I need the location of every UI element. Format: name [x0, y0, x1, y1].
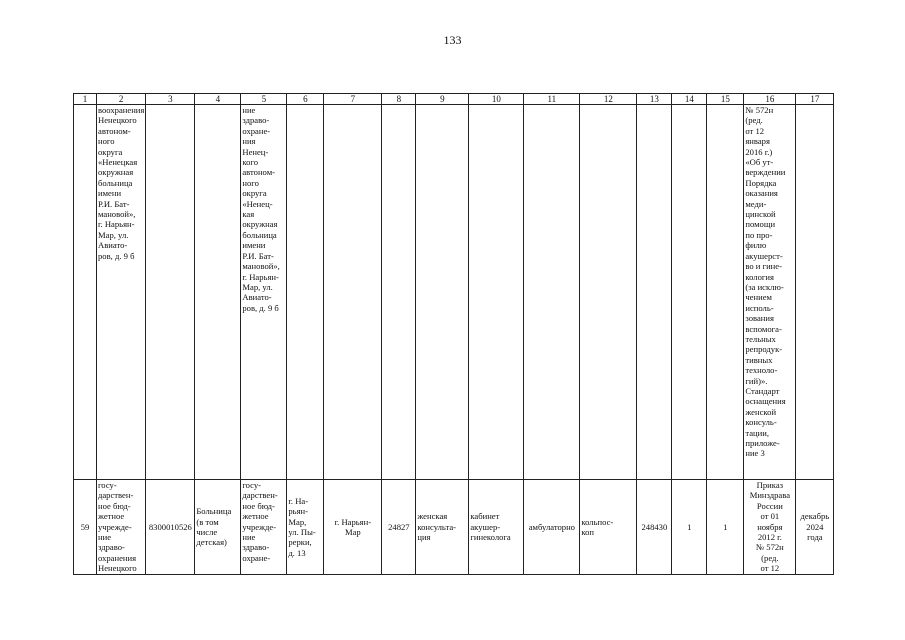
header-cell: 1 — [74, 94, 97, 105]
cell-organization: воохранения Ненецкого автоном- ного округа «Ненецкая окружная больница имени Р.И. Бат- мановой», г. Нарьян- Мар, ул. Авиато- ров, д. 9 б — [97, 105, 146, 480]
cell-room: кабинет акушер- гинеколога — [469, 480, 524, 575]
cell-locality: г. Нарьян- Мар — [324, 480, 382, 575]
cell-equipment-code — [637, 105, 672, 480]
cell-quantity-required — [672, 105, 707, 480]
cell-row-number — [74, 105, 97, 480]
header-cell: 2 — [97, 94, 146, 105]
header-cell: 8 — [382, 94, 416, 105]
cell-quantity-planned: 1 — [707, 480, 744, 575]
cell-address: г. На- рьян- Мар, ул. Пы- рерки, д. 13 — [287, 480, 324, 575]
header-cell: 12 — [580, 94, 637, 105]
cell-inn — [146, 105, 195, 480]
cell-equipment-code: 248430 — [637, 480, 672, 575]
table-header-row — [74, 94, 834, 105]
header-cell: 17 — [796, 94, 834, 105]
header-cell: 10 — [469, 94, 524, 105]
cell-deadline: декабрь 2024 года — [796, 480, 834, 575]
cell-legal-entity: ние здраво- охране- ния Ненец- кого автоном- ного округа «Ненец- кая окружная больница имени Р.И. Бат- мановой», г. Нарьян- Мар, ул. Авиато- ров, д. 9 б — [241, 105, 287, 480]
cell-room — [469, 105, 524, 480]
header-cell: 7 — [324, 94, 382, 105]
table-row — [74, 105, 834, 480]
cell-deadline — [796, 105, 834, 480]
cell-equipment: кольпос- коп — [580, 480, 637, 575]
cell-care-mode — [524, 105, 580, 480]
cell-address — [287, 105, 324, 480]
header-cell: 11 — [524, 94, 580, 105]
equipment-table — [73, 93, 834, 575]
header-cell: 9 — [416, 94, 469, 105]
page-number: 133 — [443, 33, 462, 47]
cell-code: 24827 — [382, 480, 416, 575]
cell-inn: 8300010526 — [146, 480, 195, 575]
cell-regulation: Приказ Минздрава России от 01 ноября 2012 г. № 572н (ред. от 12 — [744, 480, 796, 575]
header-cell: 16 — [744, 94, 796, 105]
header-cell: 13 — [637, 94, 672, 105]
cell-quantity-required: 1 — [672, 480, 707, 575]
cell-row-number: 59 — [74, 480, 97, 575]
header-cell: 15 — [707, 94, 744, 105]
cell-quantity-planned — [707, 105, 744, 480]
header-cell: 5 — [241, 94, 287, 105]
cell-unit — [416, 105, 469, 480]
header-cell: 6 — [287, 94, 324, 105]
cell-facility-type — [195, 105, 241, 480]
cell-care-mode: амбулаторно — [524, 480, 580, 575]
cell-organization: госу- дарствен- ное бюд- жетное учрежде- ние здраво- охранения Ненецкого — [97, 480, 146, 575]
cell-equipment — [580, 105, 637, 480]
cell-unit: женская консульта- ция — [416, 480, 469, 575]
header-cell: 14 — [672, 94, 707, 105]
cell-locality — [324, 105, 382, 480]
cell-legal-entity: госу- дарствен- ное бюд- жетное учрежде- ние здраво- охране- — [241, 480, 287, 575]
header-cell: 4 — [195, 94, 241, 105]
cell-regulation: № 572н (ред. от 12 января 2016 г.) «Об ут- верждении Порядка оказания меди- цинской помощи по про- филю акушерст- во и гине- кология (за исклю- чением исполь- зования вспомога- тельных репродук- тивных техноло- гий)». Стандарт оснащения женской консуль- тации, приложе- ние 3 — [744, 105, 796, 480]
header-cell: 3 — [146, 94, 195, 105]
table-row — [74, 480, 834, 575]
cell-code — [382, 105, 416, 480]
cell-facility-type: Больница (в том числе детская) — [195, 480, 241, 575]
